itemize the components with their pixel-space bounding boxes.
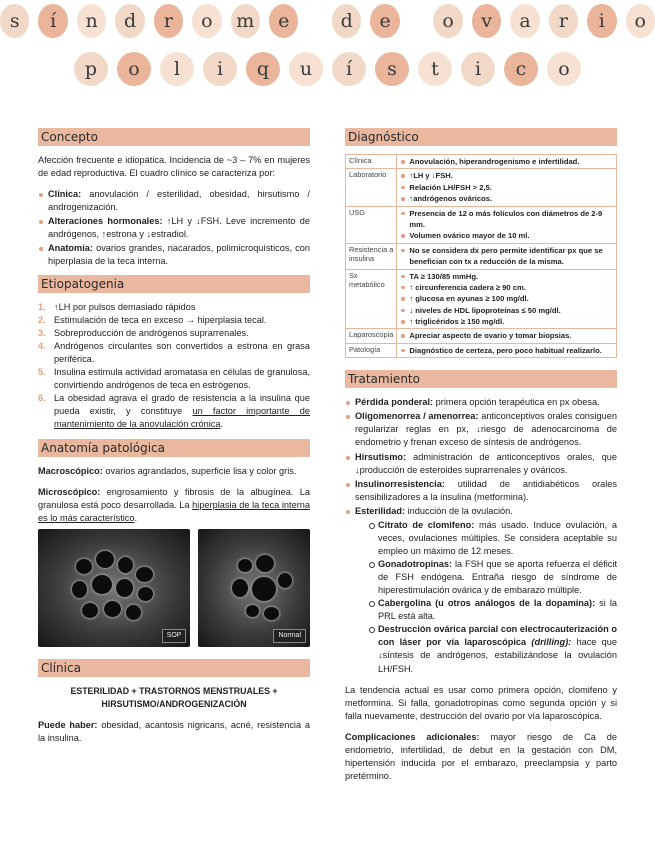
ultrasound-images	[38, 529, 310, 647]
diagnostico-heading: Diagnóstico	[345, 128, 617, 146]
etiopatogenia-list	[38, 301, 310, 432]
complicaciones: Complicaciones adicionales: mayor riesgo de Ca de endometrio, infertilidad, de debut en la gestación con DM, hipertensión inducida por el embarazo, preeclampsia y parto pretérmino.	[345, 731, 617, 781]
list-item: Apreciar aspecto de ovario y tomar biopsias.	[400, 330, 613, 341]
esterilidad-sublist	[369, 519, 617, 676]
table-row	[346, 343, 617, 357]
list-item: Hirsutismo: administración de anticonceptivos orales, que ↓producción de esteroides suprarrenales y ováricos.	[345, 451, 617, 477]
title-letter: t	[418, 52, 452, 86]
list-item: Oligomenorrea / amenorrea: anticonceptivos orales consiguen regularizar reglas en px, ↓riesgo de adenocarcinoma de endometrio y frenan exceso de síntesis de andrógenos.	[345, 410, 617, 449]
list-item: 4. Andrógenos circulantes son convertidos a estrona en grasa periférica.	[38, 340, 310, 364]
title-letter	[307, 4, 323, 38]
list-item: ↑andrógenos ováricos.	[400, 193, 613, 204]
title-letter: a	[510, 4, 539, 38]
list-item: Gonadotropinas: la FSH que se aporta refuerza el déficit de FSH endógena. Entraña riesgo de síndrome de hiperestimulación ovárica y de embarazo múltiple.	[369, 558, 617, 597]
list-item: 3. Sobreproducción de andrógenos suprarrenales.	[38, 327, 249, 338]
list-item: Diagnóstico de certeza, pero poco habitual realizarlo.	[400, 345, 613, 356]
list-item: Presencia de 12 o más folículos con diámetros de 2-9 mm.	[400, 208, 613, 231]
table-row	[346, 155, 617, 169]
right-column	[345, 128, 617, 791]
list-item: ↑ circunferencia cadera ≥ 90 cm.	[400, 282, 613, 293]
concepto-list	[38, 188, 310, 268]
anatomia-heading: Anatomía patológica	[38, 439, 310, 457]
tratamiento-tendencia: La tendencia actual es usar como primera opción, clomifeno y metformina. Si falla, gonadotropinas como segunda opción y si falla nuevamente, destrucción del ovario por vía laparoscópica.	[345, 684, 617, 721]
title-letter: s	[375, 52, 409, 86]
table-row	[346, 269, 617, 329]
table-key: Laparoscopia	[346, 329, 397, 343]
title-line-1	[0, 4, 655, 38]
title-letter: i	[203, 52, 237, 86]
title-letter: o	[433, 4, 462, 38]
title-letter: u	[289, 52, 323, 86]
list-item: Destrucción ovárica parcial con electrocauterización o con láser por vía laparoscópica (drilling): hace que ↓síntesis de andrógenos, estabilizándose la ovulación LH/FSH.	[369, 623, 617, 675]
concepto-heading: Concepto	[38, 128, 310, 146]
table-key: Clínica	[346, 155, 397, 169]
list-item: Insulinorresistencia: utilidad de antidiabéticos orales sensibilizadores a la insulina (metformina).	[345, 478, 617, 504]
title-letter: o	[547, 52, 581, 86]
title-letter: r	[154, 4, 183, 38]
table-value	[397, 243, 617, 269]
list-item: Relación LH/FSH > 2,5.	[400, 182, 613, 193]
table-key: Resistencia a insulina	[346, 243, 397, 269]
title-letter: í	[332, 52, 366, 86]
image-label: SOP	[162, 629, 187, 643]
title-letter: d	[115, 4, 144, 38]
title-letter: e	[269, 4, 298, 38]
title-letter: i	[461, 52, 495, 86]
list-item: TA ≥ 130/85 mmHg.	[400, 271, 613, 282]
list-item: Citrato de clomifeno: más usado. Induce ovulación, a veces, ovulaciones múltiples. Se considera aceptable su empleo un máximo de 12 meses.	[369, 519, 617, 558]
title-letter: q	[246, 52, 280, 86]
list-item: 5. Insulina estimula actividad aromatasa en células de granulosa, convirtiendo andrógenos de teca en estrógenos.	[38, 366, 310, 390]
ultrasound-sop-image	[38, 529, 190, 647]
table-value	[397, 169, 617, 206]
list-item: Alteraciones hormonales: ↑LH y ↓FSH. Leve incremento de andrógenos, ↑estrona y ↓estradiol.	[38, 215, 310, 241]
title-letter: o	[192, 4, 221, 38]
list-item: ↑ triglicéridos ≥ 150 mg/dl.	[400, 316, 613, 327]
list-item: Clínica: anovulación / esterilidad, obesidad, hirsutismo / androgenización.	[38, 188, 310, 214]
list-item: No se considera dx pero permite identificar px que se benefician con tx a reducción de la misma.	[400, 245, 613, 268]
tratamiento-list	[345, 396, 617, 675]
title-letter: l	[160, 52, 194, 86]
list-item: 2. Estimulación de teca en exceso → hiperplasia tecal.	[38, 314, 267, 325]
list-item: ↑LH y ↓FSH.	[400, 170, 613, 181]
left-column	[38, 128, 310, 753]
image-label: Normal	[273, 629, 306, 643]
title-letter: v	[472, 4, 501, 38]
table-value	[397, 343, 617, 357]
etiopatogenia-heading: Etiopatogenia	[38, 275, 310, 293]
table-value	[397, 269, 617, 329]
title-letter: m	[231, 4, 260, 38]
title-letter: c	[504, 52, 538, 86]
list-item: Anovulación, hiperandrogenismo e infertilidad.	[400, 156, 613, 167]
title-letter: e	[370, 4, 399, 38]
table-key: Sx metabólico	[346, 269, 397, 329]
list-item: Pérdida ponderal: primera opción terapéutica en px obesa.	[345, 396, 617, 409]
title-letter: i	[587, 4, 616, 38]
title-letter: o	[117, 52, 151, 86]
table-key: Laboratorio	[346, 169, 397, 206]
table-value	[397, 155, 617, 169]
concepto-intro: Afección frecuente e idiopática. Incidencia de ~3 – 7% en mujeres de edad reproductiva. El cuadro clínico se caracteriza por:	[38, 155, 310, 179]
table-row	[346, 329, 617, 343]
tratamiento-heading: Tratamiento	[345, 370, 617, 388]
list-item: ↑ glucosa en ayunas ≥ 100 mg/dl.	[400, 293, 613, 304]
title-letter: r	[549, 4, 578, 38]
table-value	[397, 206, 617, 243]
title-line-2	[0, 52, 655, 86]
anatomia-macro: Macroscópico: ovarios agrandados, superficie lisa y color gris.	[38, 466, 297, 477]
list-item: Volumen ovárico mayor de 10 ml.	[400, 230, 613, 241]
list-item: Cabergolina (u otros análogos de la dopamina): si la PRL está alta.	[369, 597, 617, 623]
ultrasound-normal-image	[198, 529, 310, 647]
title-letter: p	[74, 52, 108, 86]
anatomia-micro: Microscópico: engrosamiento y fibrosis de la albugínea. La granulosa está poco desarrollada. La hiperplasia de la teca interna es lo más característico.	[38, 487, 310, 524]
table-value	[397, 329, 617, 343]
title-letter: o	[626, 4, 655, 38]
table-key: Patología	[346, 343, 397, 357]
list-item: 1. ↑LH por pulsos demasiado rápidos	[38, 301, 196, 312]
list-item: 6. La obesidad agrava el grado de resistencia a la insulina que pueda existir, y constituye un factor importante de mantenimiento de la anovulación crónica.	[38, 392, 311, 430]
table-row	[346, 206, 617, 243]
table-row	[346, 243, 617, 269]
list-item: Anatomía: ovarios grandes, nacarados, polimicroquísticos, con hiperplasia de la teca interna.	[38, 242, 310, 268]
list-item: Esterilidad: inducción de la ovulación. Citrato de clomifeno: más usado. Induce ovulación, a veces, ovulaciones múltiples. Se considera aceptable su empleo un máximo de 12 meses. Gonadotropinas: la FSH que se aporta refuerza el déficit de FSH endógena. Entraña riesgo de síndrome de hiperestimulación ovárica y de embarazo múltiple. Cabergolina (u otros análogos de la dopamina): si la PRL está alta. Destrucción ovárica parcial con electrocauterización o con láser por vía laparoscópica (drilling): hace que ↓síntesis de andrógenos, estabilizándose la ovulación LH/FSH.	[345, 505, 617, 676]
title-letter: s	[0, 4, 29, 38]
clinica-extra: Puede haber: obesidad, acantosis nigricans, acné, resistencia a la insulina.	[38, 719, 311, 743]
title-letter: í	[38, 4, 67, 38]
title-letter: d	[332, 4, 361, 38]
clinica-summary: ESTERILIDAD + TRASTORNOS MENSTRUALES + HIRSUTISMO/ANDROGENIZACIÓN	[70, 686, 278, 710]
table-key: USG	[346, 206, 397, 243]
clinica-heading: Clínica	[38, 659, 310, 677]
title-letter	[409, 4, 425, 38]
table-row	[346, 169, 617, 206]
title-letter: n	[77, 4, 106, 38]
diagnostico-table	[345, 154, 617, 358]
list-item: ↓ niveles de HDL lipoproteínas ≤ 50 mg/dl.	[400, 305, 613, 316]
